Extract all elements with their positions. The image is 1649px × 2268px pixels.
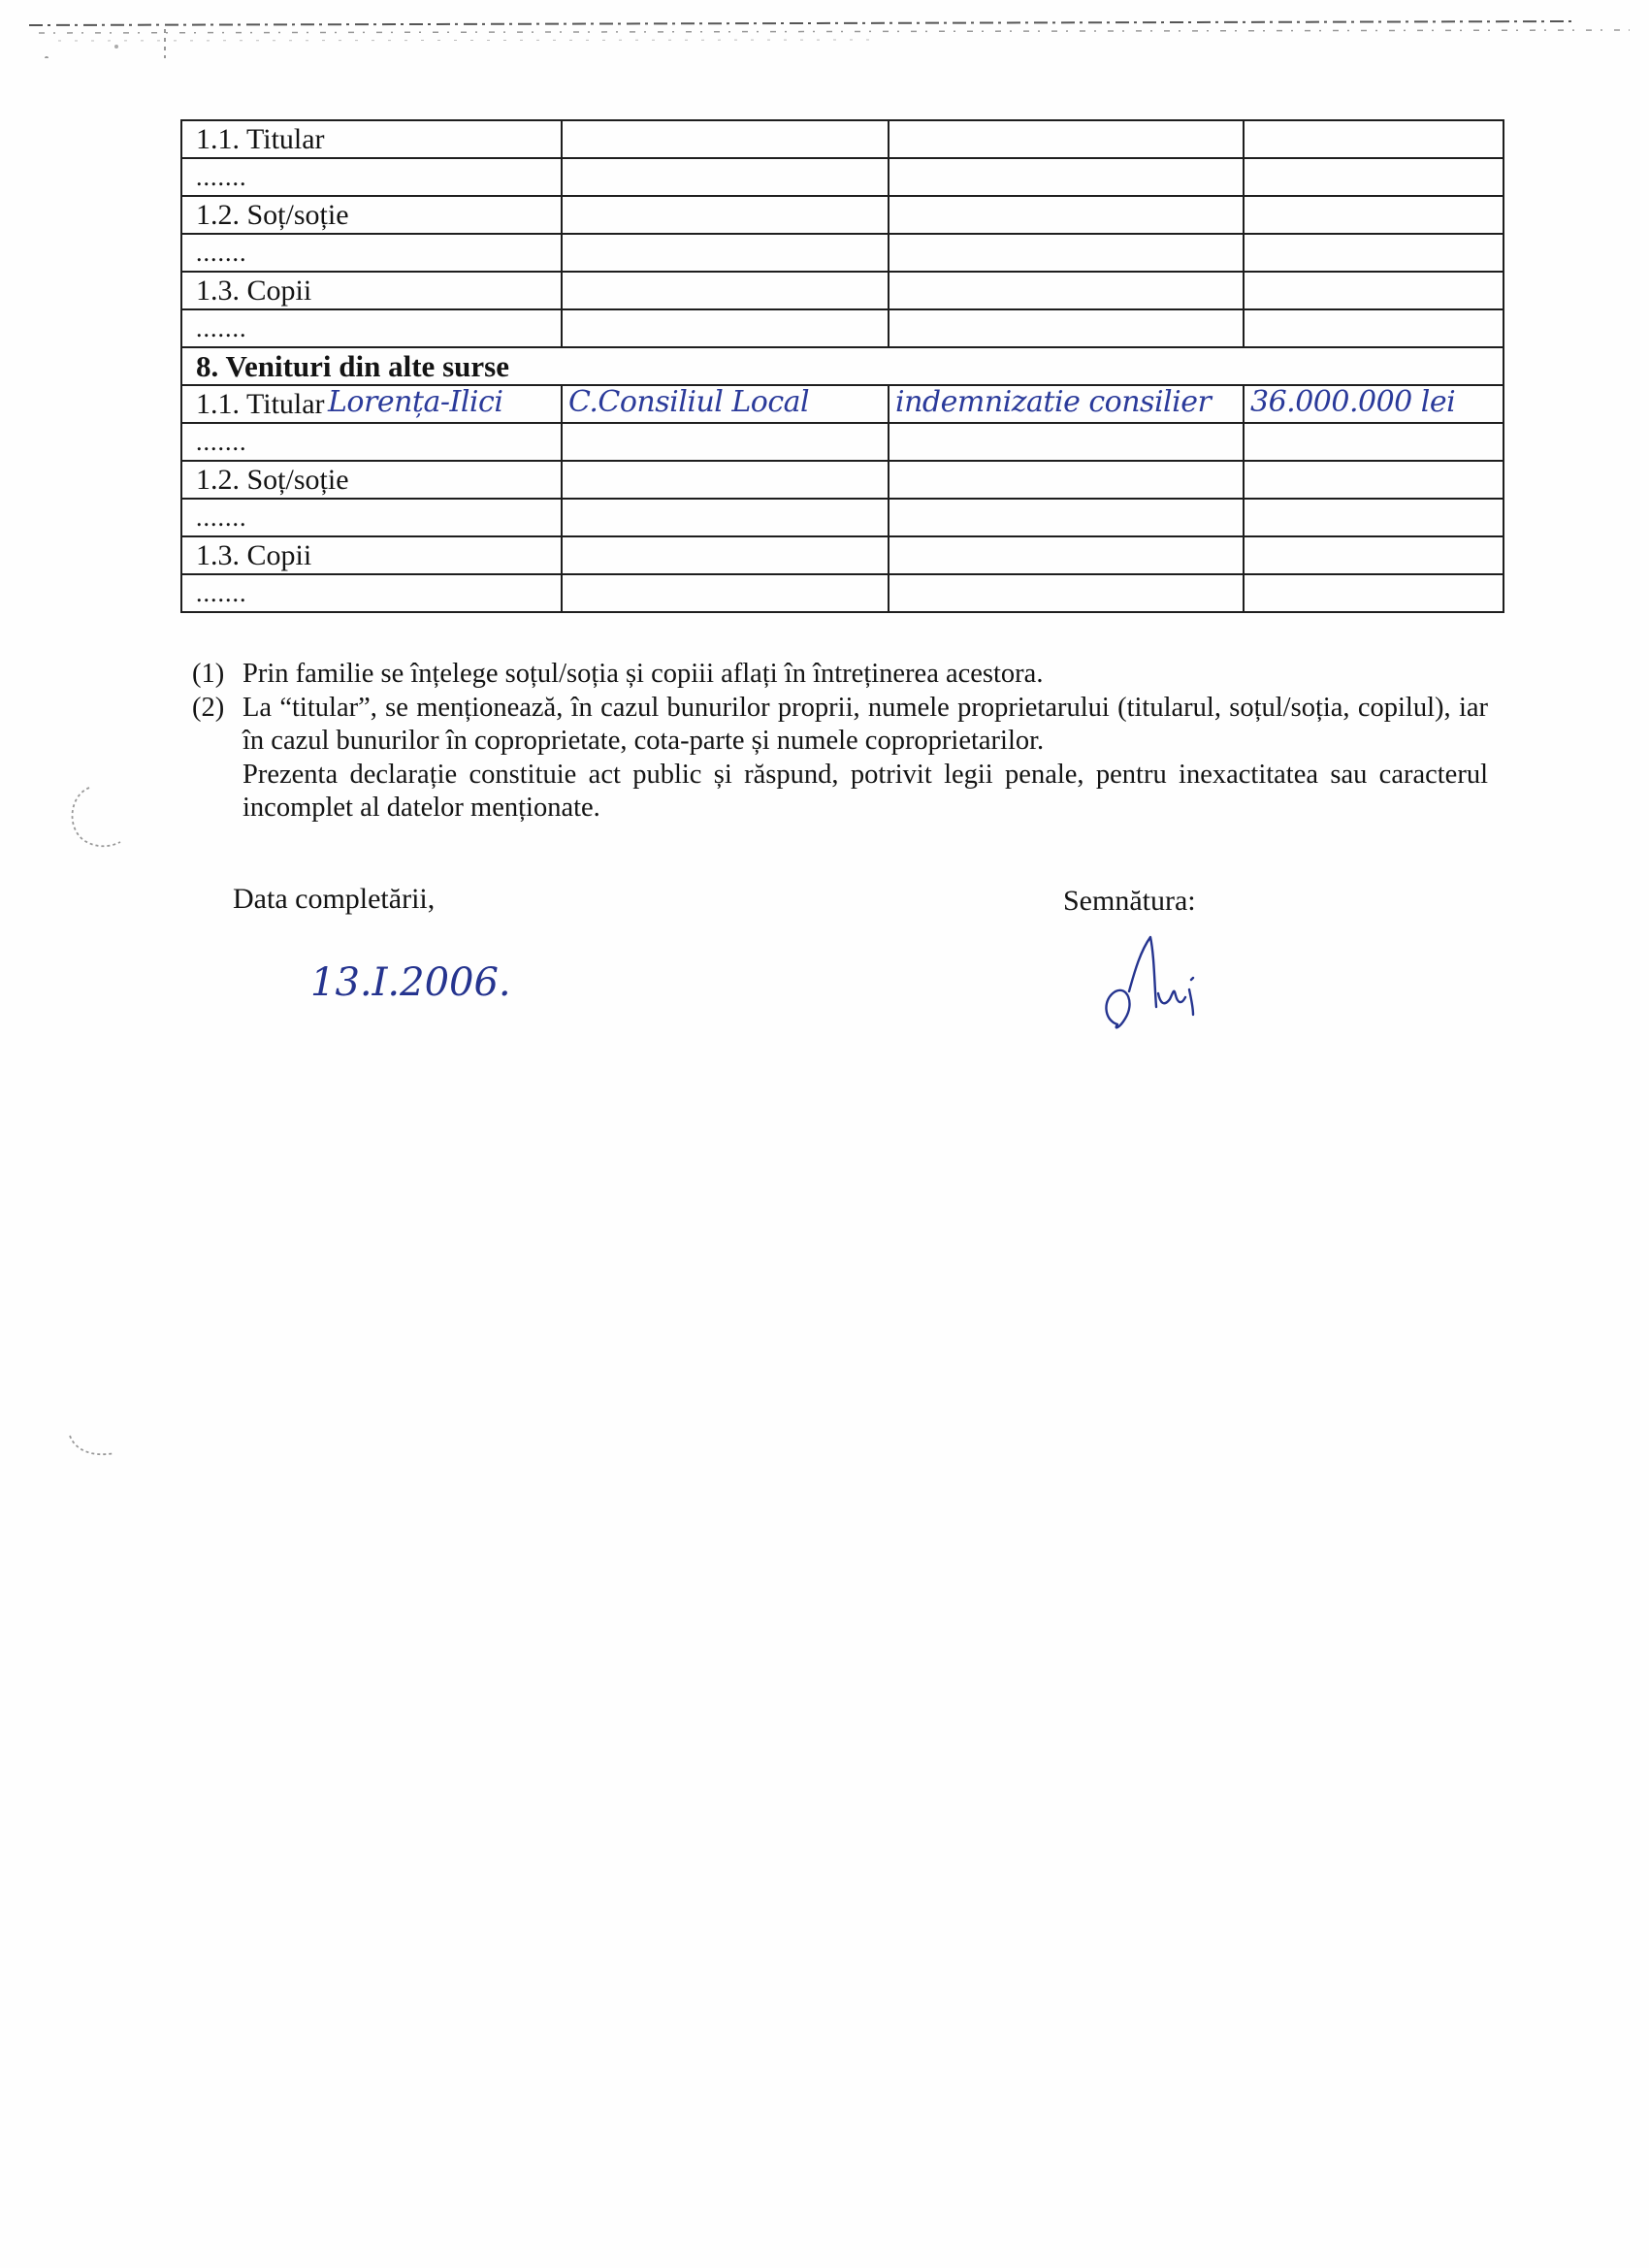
footnotes [192, 658, 1488, 826]
table-row [181, 196, 1504, 234]
table-cell-col-3 [889, 385, 1244, 423]
row-label: 1.3. Copii [196, 538, 312, 571]
table-cell-col-2 [562, 158, 889, 196]
table-row [181, 536, 1504, 574]
table-cell-col-3 [889, 120, 1244, 158]
table-cell-col-3 [889, 423, 1244, 461]
date-label: Data completării, [233, 883, 436, 915]
row-label: 1.2. Soț/soție [196, 463, 349, 496]
table-cell-col-3 [889, 536, 1244, 574]
table-cell-col-3 [889, 499, 1244, 536]
row-label-cell [181, 196, 562, 234]
row-label: 1.1. Titular [196, 387, 325, 420]
row-label-cell [181, 272, 562, 309]
table-cell-col-4 [1244, 499, 1504, 536]
handwritten-entry: C.Consiliul Local [568, 385, 810, 419]
footnote-2 [192, 692, 1488, 759]
row-label-cell [181, 536, 562, 574]
row-label-cell [181, 158, 562, 196]
signature-label: Semnătura: [1063, 885, 1196, 917]
row-label: ....... [196, 238, 247, 267]
table-cell-col-2 [562, 272, 889, 309]
table-cell-col-3 [889, 158, 1244, 196]
table-cell-col-2 [562, 499, 889, 536]
footnote-1-number: (1) [192, 659, 225, 689]
punch-hole-mark-lower [64, 1426, 122, 1465]
table-row [181, 423, 1504, 461]
declaration-statement-text: Prezenta declarație constituie act public și răspund, potrivit legii penale, pentru inexactitatea sau caracterul incomplet al datelor menționate. [242, 759, 1488, 823]
row-label-cell [181, 309, 562, 347]
row-label-cell [181, 423, 562, 461]
row-label-cell [181, 574, 562, 612]
handwritten-entry: 36.000.000 lei [1250, 385, 1456, 419]
handwritten-entry: indemnizatie consilier [895, 385, 1212, 419]
table-cell-col-2 [562, 461, 889, 499]
table-cell-col-2 [562, 120, 889, 158]
table-row [181, 385, 1504, 423]
table-row [181, 574, 1504, 612]
table-cell-col-4 [1244, 423, 1504, 461]
handwritten-signature [1096, 931, 1212, 1038]
table-row [181, 272, 1504, 309]
footnote-2-text: La “titular”, se menționează, în cazul bunurilor proprii, numele proprietarului (titularul, soțul/soția, copilul), iar în cazul bunurilor în coproprietate, cota-parte și numele coproprietarilor. [242, 692, 1488, 756]
table-cell-col-4 [1244, 574, 1504, 612]
row-label-cell [181, 120, 562, 158]
table-cell-col-4 [1244, 120, 1504, 158]
table-row [181, 499, 1504, 536]
row-label-cell [181, 499, 562, 536]
table-row [181, 120, 1504, 158]
table-cell-col-4 [1244, 272, 1504, 309]
table-cell-col-4 [1244, 158, 1504, 196]
table-row [181, 158, 1504, 196]
row-label: ....... [196, 313, 247, 342]
row-label: ....... [196, 162, 247, 191]
table-cell-col-2 [562, 423, 889, 461]
table-row [181, 309, 1504, 347]
footnote-1-text: Prin familie se înțelege soțul/soția și copiii aflați în întreținerea acestora. [242, 659, 1044, 689]
section-heading: 8. Venituri din alte surse [181, 347, 1504, 385]
table-cell-col-2 [562, 234, 889, 272]
table-row [181, 461, 1504, 499]
table-cell-col-2 [562, 536, 889, 574]
table-row [181, 234, 1504, 272]
footnote-2-number: (2) [192, 692, 225, 723]
table-cell-col-4 [1244, 461, 1504, 499]
table-cell-col-2 [562, 309, 889, 347]
row-label: ....... [196, 427, 247, 456]
punch-hole-mark-upper [60, 784, 138, 852]
table-cell-col-3 [889, 272, 1244, 309]
table-cell-col-2 [562, 385, 889, 423]
row-label: 1.2. Soț/soție [196, 198, 349, 231]
table-cell-col-2 [562, 196, 889, 234]
declaration-statement [192, 759, 1488, 826]
table-cell-col-3 [889, 196, 1244, 234]
row-label: 1.1. Titular [196, 122, 325, 155]
footnote-1 [192, 658, 1488, 692]
row-label: ....... [196, 578, 247, 607]
income-table [180, 119, 1504, 613]
row-label-cell [181, 385, 562, 423]
table-cell-col-3 [889, 574, 1244, 612]
table-cell-col-3 [889, 309, 1244, 347]
row-label-cell [181, 461, 562, 499]
table-cell-col-2 [562, 574, 889, 612]
handwritten-date: 13.I.2006. [310, 960, 511, 1005]
row-label: 1.3. Copii [196, 274, 312, 307]
row-label-cell [181, 234, 562, 272]
table-cell-col-4 [1244, 196, 1504, 234]
table-section-row [181, 347, 1504, 385]
table-cell-col-4 [1244, 309, 1504, 347]
table-cell-col-4 [1244, 385, 1504, 423]
scan-artifact-top [0, 0, 1649, 58]
table-cell-col-3 [889, 234, 1244, 272]
table-cell-col-3 [889, 461, 1244, 499]
table-cell-col-4 [1244, 234, 1504, 272]
table-cell-col-4 [1244, 536, 1504, 574]
row-label: ....... [196, 502, 247, 532]
handwritten-name: Lorența-Ilici [328, 385, 503, 419]
